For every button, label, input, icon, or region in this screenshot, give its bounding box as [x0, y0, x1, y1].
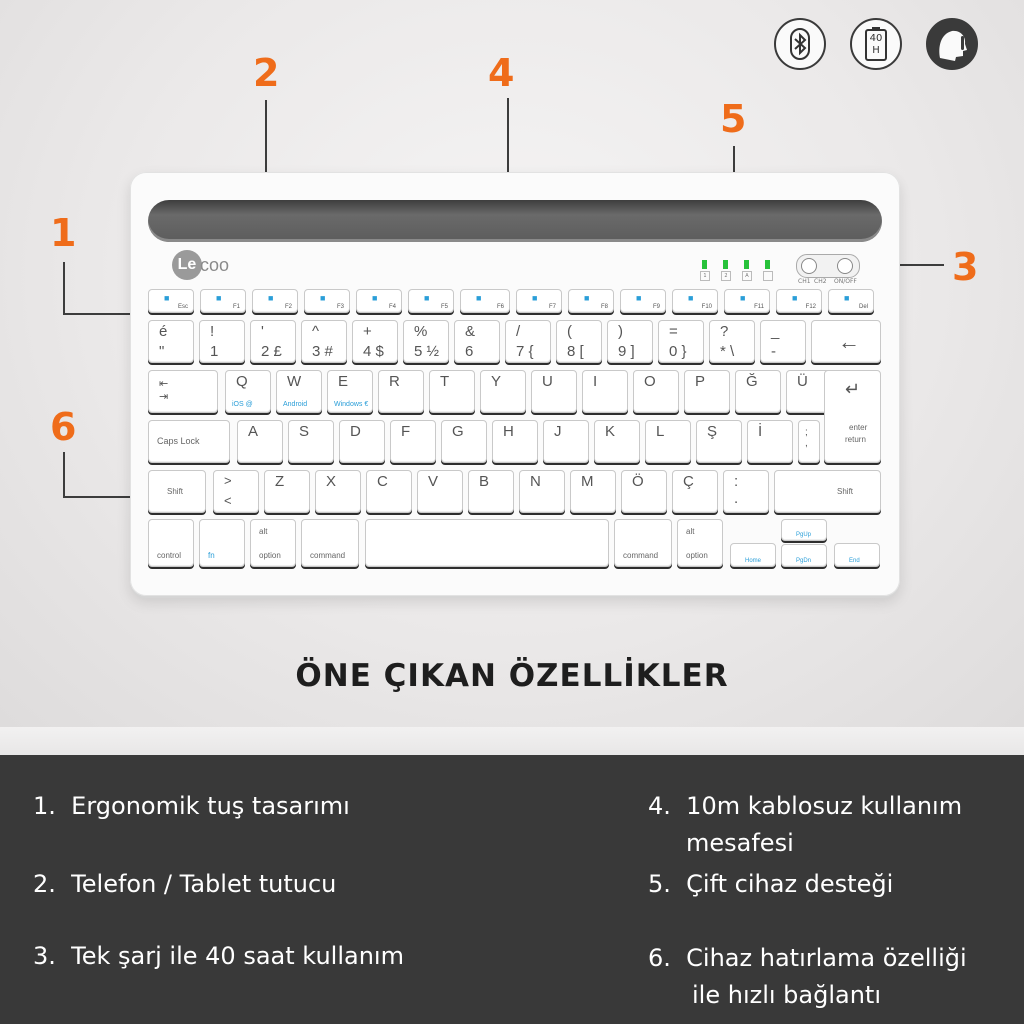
- number-key-9[interactable]: [607, 320, 653, 363]
- backspace-key[interactable]: [811, 320, 881, 363]
- fn-key-label: F12: [805, 304, 816, 310]
- right-shift-key[interactable]: [774, 470, 881, 513]
- enter-label: enter: [849, 423, 868, 432]
- fn-key-icon: ■: [216, 293, 222, 303]
- fn-key-2[interactable]: [252, 289, 298, 313]
- fn-key-label: F2: [284, 304, 292, 310]
- number-key-6[interactable]: [454, 320, 500, 363]
- letter-key-6[interactable]: [531, 370, 577, 413]
- led-indicator: [723, 260, 728, 269]
- key-bottom-symbol: 1: [210, 343, 219, 360]
- battery-40h-badge: [850, 18, 902, 70]
- letter-key-1[interactable]: [276, 370, 322, 413]
- letter-key-20[interactable]: [645, 420, 691, 463]
- space-key[interactable]: [365, 519, 609, 567]
- silent-typing-icon: [928, 20, 976, 68]
- key-letter: D: [350, 423, 361, 440]
- key-letter: A: [248, 423, 259, 440]
- feature-5: [648, 866, 893, 903]
- feature-text: 10m kablosuz kullanım: [686, 792, 963, 820]
- callout-line-6-vertical: [63, 452, 65, 497]
- feature-text: Tek şarj ile 40 saat kullanım: [71, 942, 404, 970]
- letter-key-29[interactable]: [570, 470, 616, 513]
- fn-key-label: Esc: [177, 304, 188, 310]
- key-symbol: : .: [734, 473, 739, 507]
- switch-knob: [801, 258, 817, 274]
- switch-label-power: ON/OFF: [834, 278, 857, 285]
- fn-key-11[interactable]: [724, 289, 770, 313]
- number-key-2[interactable]: [250, 320, 296, 363]
- switch-label-ch1: CH1: [798, 278, 811, 285]
- key-letter: Z: [275, 473, 285, 490]
- key-letter: Ç: [683, 473, 694, 490]
- caps-lock-key[interactable]: [148, 420, 230, 463]
- key-top-symbol: =: [669, 323, 678, 340]
- key-top-symbol: >: [224, 473, 232, 488]
- callout-6: 6: [50, 405, 77, 449]
- right-command-key[interactable]: [614, 519, 672, 567]
- led-label: A: [742, 271, 752, 281]
- key-bottom-symbol: 0 }: [669, 343, 687, 360]
- key-letter: Ş: [707, 423, 718, 440]
- left-alt-key[interactable]: [250, 519, 296, 567]
- feature-number: 4.: [648, 792, 671, 820]
- letter-key-3[interactable]: [378, 370, 424, 413]
- key-letter: Ü: [797, 373, 808, 390]
- os-switch-label: Android: [283, 401, 308, 408]
- semicolon-key[interactable]: [798, 420, 820, 463]
- feature-1: [33, 788, 350, 825]
- fn-key-1[interactable]: [200, 289, 246, 313]
- channel-power-switch[interactable]: [796, 254, 860, 278]
- pgup-label: PgUp: [796, 532, 812, 538]
- key-top-symbol: +: [363, 323, 372, 340]
- key-top-symbol: &: [465, 323, 476, 340]
- key-letter: X: [326, 473, 337, 490]
- key-letter: C: [377, 473, 388, 490]
- callout-line-4: [507, 98, 509, 174]
- key-letter: V: [428, 473, 439, 490]
- down-arrow-key[interactable]: [781, 544, 827, 567]
- letter-key-15[interactable]: [390, 420, 436, 463]
- number-key-8[interactable]: [556, 320, 602, 363]
- letter-key-9[interactable]: [684, 370, 730, 413]
- fn-key-icon: ■: [636, 293, 642, 303]
- key-letter: H: [503, 423, 514, 440]
- key-letter: N: [530, 473, 541, 490]
- letter-key-18[interactable]: [543, 420, 589, 463]
- key-bottom-symbol: 9 ]: [618, 343, 635, 360]
- led-indicator: [702, 260, 707, 269]
- os-switch-label: iOS @: [232, 401, 253, 408]
- key-bottom-symbol: 5 ½: [414, 343, 440, 360]
- option-label: option: [686, 551, 708, 560]
- callout-line-1-vertical: [63, 262, 65, 314]
- feature-3: [33, 938, 404, 975]
- feature-text: Çift cihaz desteği: [686, 870, 894, 898]
- feature-text: Telefon / Tablet tutucu: [71, 870, 337, 898]
- callout-3: 3: [952, 245, 979, 289]
- colon-key[interactable]: [723, 470, 769, 513]
- shift-label: Shift: [837, 487, 854, 496]
- letter-key-13[interactable]: [288, 420, 334, 463]
- key-letter: M: [581, 473, 594, 490]
- number-key-5[interactable]: [403, 320, 449, 363]
- key-top-symbol: %: [414, 323, 428, 340]
- enter-arrow-icon: ↵: [845, 379, 861, 399]
- key-bottom-symbol: <: [224, 493, 232, 508]
- letter-key-31[interactable]: [672, 470, 718, 513]
- led-indicator: [765, 260, 770, 269]
- key-letter: I: [593, 373, 598, 390]
- fn-key-label: F5: [440, 304, 448, 310]
- led-indicator: [744, 260, 749, 269]
- alt-label: alt: [686, 527, 695, 536]
- control-label: control: [157, 551, 182, 560]
- fn-key-label: F4: [388, 304, 396, 310]
- fn-key-icon: ■: [424, 293, 430, 303]
- fn-key-10[interactable]: [672, 289, 718, 313]
- feature-4: [648, 788, 962, 862]
- fn-key-8[interactable]: [568, 289, 614, 313]
- pgdn-label: PgDn: [796, 558, 812, 564]
- fn-key-icon: ■: [844, 293, 850, 303]
- fn-key-label: F11: [754, 304, 764, 310]
- key-letter: Ğ: [746, 373, 758, 390]
- fn-key-label: F1: [232, 304, 240, 310]
- home-label: Home: [745, 558, 762, 564]
- bluetooth-badge: [774, 18, 826, 70]
- feature-text: Cihaz hatırlama özelliği: [686, 944, 967, 972]
- fn-key-3[interactable]: [304, 289, 350, 313]
- letter-key-16[interactable]: [441, 420, 487, 463]
- key-top-symbol: _: [771, 323, 780, 340]
- logo-mark: Le: [172, 250, 202, 280]
- fn-key-13[interactable]: [828, 289, 874, 313]
- key-letter: E: [338, 373, 349, 390]
- key-bottom-symbol: 4 $: [363, 343, 384, 360]
- key-top-symbol: (: [567, 323, 572, 340]
- shift-label: Shift: [167, 487, 184, 496]
- fn-key-icon: ■: [584, 293, 590, 303]
- key-letter: Y: [491, 373, 502, 390]
- os-switch-label: Windows €: [334, 401, 369, 408]
- letter-key-5[interactable]: [480, 370, 526, 413]
- key-symbol: ; ,: [805, 427, 808, 449]
- callout-4: 4: [488, 51, 515, 95]
- feature-text-line2: ile hızlı bağlantı: [692, 981, 882, 1009]
- key-bottom-symbol: 2 £: [261, 343, 282, 360]
- key-bottom-symbol: 8 [: [567, 343, 584, 360]
- enter-key[interactable]: [824, 370, 881, 463]
- key-bottom-symbol: 6: [465, 343, 474, 360]
- callout-1: 1: [50, 211, 77, 255]
- key-top-symbol: /: [516, 323, 521, 340]
- number-key-10[interactable]: [658, 320, 704, 363]
- feature-number: 6.: [648, 944, 671, 972]
- fn-key-label: F6: [496, 304, 504, 310]
- number-key-3[interactable]: [301, 320, 347, 363]
- switch-knob: [837, 258, 853, 274]
- caps-lock-label: Caps Lock: [157, 436, 200, 446]
- device-holder-slot: [148, 200, 882, 242]
- command-label: command: [623, 551, 659, 560]
- key-letter: P: [695, 373, 706, 390]
- fn-key-label: F10: [701, 304, 712, 310]
- key-letter: Ö: [632, 473, 644, 490]
- fn-key-icon: ■: [688, 293, 694, 303]
- fn-key-icon: ■: [320, 293, 326, 303]
- letter-key-23[interactable]: [264, 470, 310, 513]
- fn-key-9[interactable]: [620, 289, 666, 313]
- callout-2: 2: [253, 51, 280, 95]
- letter-key-10[interactable]: [735, 370, 781, 413]
- key-top-symbol: ?: [720, 323, 729, 340]
- letter-key-27[interactable]: [468, 470, 514, 513]
- fn-key-label: F7: [548, 304, 556, 310]
- fn-key-7[interactable]: [516, 289, 562, 313]
- led-label: 1: [700, 271, 710, 281]
- logo-text: coo: [200, 254, 230, 275]
- key-letter: S: [299, 423, 310, 440]
- letter-key-21[interactable]: [696, 420, 742, 463]
- return-label: return: [845, 435, 866, 444]
- letter-key-7[interactable]: [582, 370, 628, 413]
- feature-6: [648, 940, 967, 1014]
- feature-text-line2: mesafesi: [686, 829, 794, 857]
- key-bottom-symbol: * \: [720, 343, 735, 360]
- number-key-1[interactable]: [199, 320, 245, 363]
- letter-key-30[interactable]: [621, 470, 667, 513]
- key-bottom-symbol: ": [159, 343, 165, 360]
- fn-key-4[interactable]: [356, 289, 402, 313]
- fn-key-5[interactable]: [408, 289, 454, 313]
- key-letter: R: [389, 373, 400, 390]
- lecoo-logo: [172, 250, 229, 280]
- fn-key-icon: ■: [164, 293, 170, 303]
- led-label: 2: [721, 271, 731, 281]
- up-arrow-key[interactable]: [781, 519, 827, 541]
- alt-label: alt: [259, 527, 268, 536]
- led-label: [763, 271, 773, 281]
- fn-key[interactable]: [199, 519, 245, 567]
- fn-key-label: F9: [652, 304, 660, 310]
- fn-key-0[interactable]: [148, 289, 194, 313]
- letter-key-24[interactable]: [315, 470, 361, 513]
- feature-number: 3.: [33, 942, 56, 970]
- letter-key-0[interactable]: [225, 370, 271, 413]
- key-top-symbol: !: [210, 323, 215, 340]
- fn-key-icon: ■: [372, 293, 378, 303]
- right-alt-key[interactable]: [677, 519, 723, 567]
- battery-icon: [852, 20, 900, 68]
- less-greater-key[interactable]: [213, 470, 259, 513]
- bluetooth-icon: [776, 20, 824, 68]
- fn-key-label: F8: [600, 304, 608, 310]
- feature-text: Ergonomik tuş tasarımı: [71, 792, 350, 820]
- key-bottom-symbol: 3 #: [312, 343, 333, 360]
- backspace-arrow-icon: ←: [838, 329, 860, 354]
- fn-key-label: F3: [336, 304, 344, 310]
- fn-key-12[interactable]: [776, 289, 822, 313]
- fn-key-icon: ■: [740, 293, 746, 303]
- key-top-symbol: ): [618, 323, 623, 340]
- key-letter: L: [656, 423, 665, 440]
- letter-key-2[interactable]: [327, 370, 373, 413]
- left-arrow-key[interactable]: [730, 543, 776, 567]
- key-letter: O: [644, 373, 656, 390]
- letter-key-28[interactable]: [519, 470, 565, 513]
- number-key-4[interactable]: [352, 320, 398, 363]
- left-command-key[interactable]: [301, 519, 359, 567]
- number-key-12[interactable]: [760, 320, 806, 363]
- key-letter: F: [401, 423, 411, 440]
- letter-key-22[interactable]: [747, 420, 793, 463]
- number-key-7[interactable]: [505, 320, 551, 363]
- key-top-symbol: ^: [312, 323, 320, 340]
- feature-number: 5.: [648, 870, 671, 898]
- letter-key-19[interactable]: [594, 420, 640, 463]
- end-label: End: [849, 558, 860, 564]
- fn-key-icon: ■: [532, 293, 538, 303]
- number-key-11[interactable]: [709, 320, 755, 363]
- key-bottom-symbol: -: [771, 343, 776, 360]
- key-bottom-symbol: 7 {: [516, 343, 534, 360]
- fn-key-6[interactable]: [460, 289, 510, 313]
- key-letter: W: [287, 373, 302, 390]
- key-top-symbol: é: [159, 323, 168, 340]
- callout-5: 5: [720, 97, 747, 141]
- command-label: command: [310, 551, 346, 560]
- tab-icon: ⇤ ⇥: [159, 378, 169, 403]
- letter-key-25[interactable]: [366, 470, 412, 513]
- control-key[interactable]: [148, 519, 194, 567]
- letter-key-12[interactable]: [237, 420, 283, 463]
- right-arrow-key[interactable]: [834, 543, 880, 567]
- battery-unit-label: H: [872, 45, 880, 56]
- fn-key-icon: ■: [268, 293, 274, 303]
- letter-key-14[interactable]: [339, 420, 385, 463]
- battery-hours-label: 40: [869, 33, 883, 44]
- key-letter: Q: [236, 373, 248, 390]
- letter-key-17[interactable]: [492, 420, 538, 463]
- letter-key-8[interactable]: [633, 370, 679, 413]
- section-divider: [0, 727, 1024, 755]
- key-letter: U: [542, 373, 553, 390]
- silent-typing-badge: [926, 18, 978, 70]
- fn-key-icon: ■: [792, 293, 798, 303]
- feature-2: [33, 866, 336, 903]
- key-letter: G: [452, 423, 464, 440]
- key-letter: J: [554, 423, 562, 440]
- number-key-0[interactable]: [148, 320, 194, 363]
- letter-key-4[interactable]: [429, 370, 475, 413]
- fn-key-icon: ■: [476, 293, 482, 303]
- left-shift-key[interactable]: [148, 470, 206, 513]
- key-letter: K: [605, 423, 616, 440]
- tab-key[interactable]: [148, 370, 218, 413]
- key-letter: B: [479, 473, 490, 490]
- fn-key-label: Del: [858, 304, 868, 310]
- letter-key-26[interactable]: [417, 470, 463, 513]
- section-heading: ÖNE ÇIKAN ÖZELLİKLER: [295, 658, 729, 694]
- option-label: option: [259, 551, 281, 560]
- keyboard: [130, 172, 900, 596]
- feature-number: 2.: [33, 870, 56, 898]
- fn-label: fn: [208, 551, 215, 560]
- key-top-symbol: ': [261, 323, 264, 340]
- switch-label-ch2: CH2: [814, 278, 827, 285]
- key-letter: T: [440, 373, 450, 390]
- feature-number: 1.: [33, 792, 56, 820]
- key-letter: İ: [758, 423, 763, 440]
